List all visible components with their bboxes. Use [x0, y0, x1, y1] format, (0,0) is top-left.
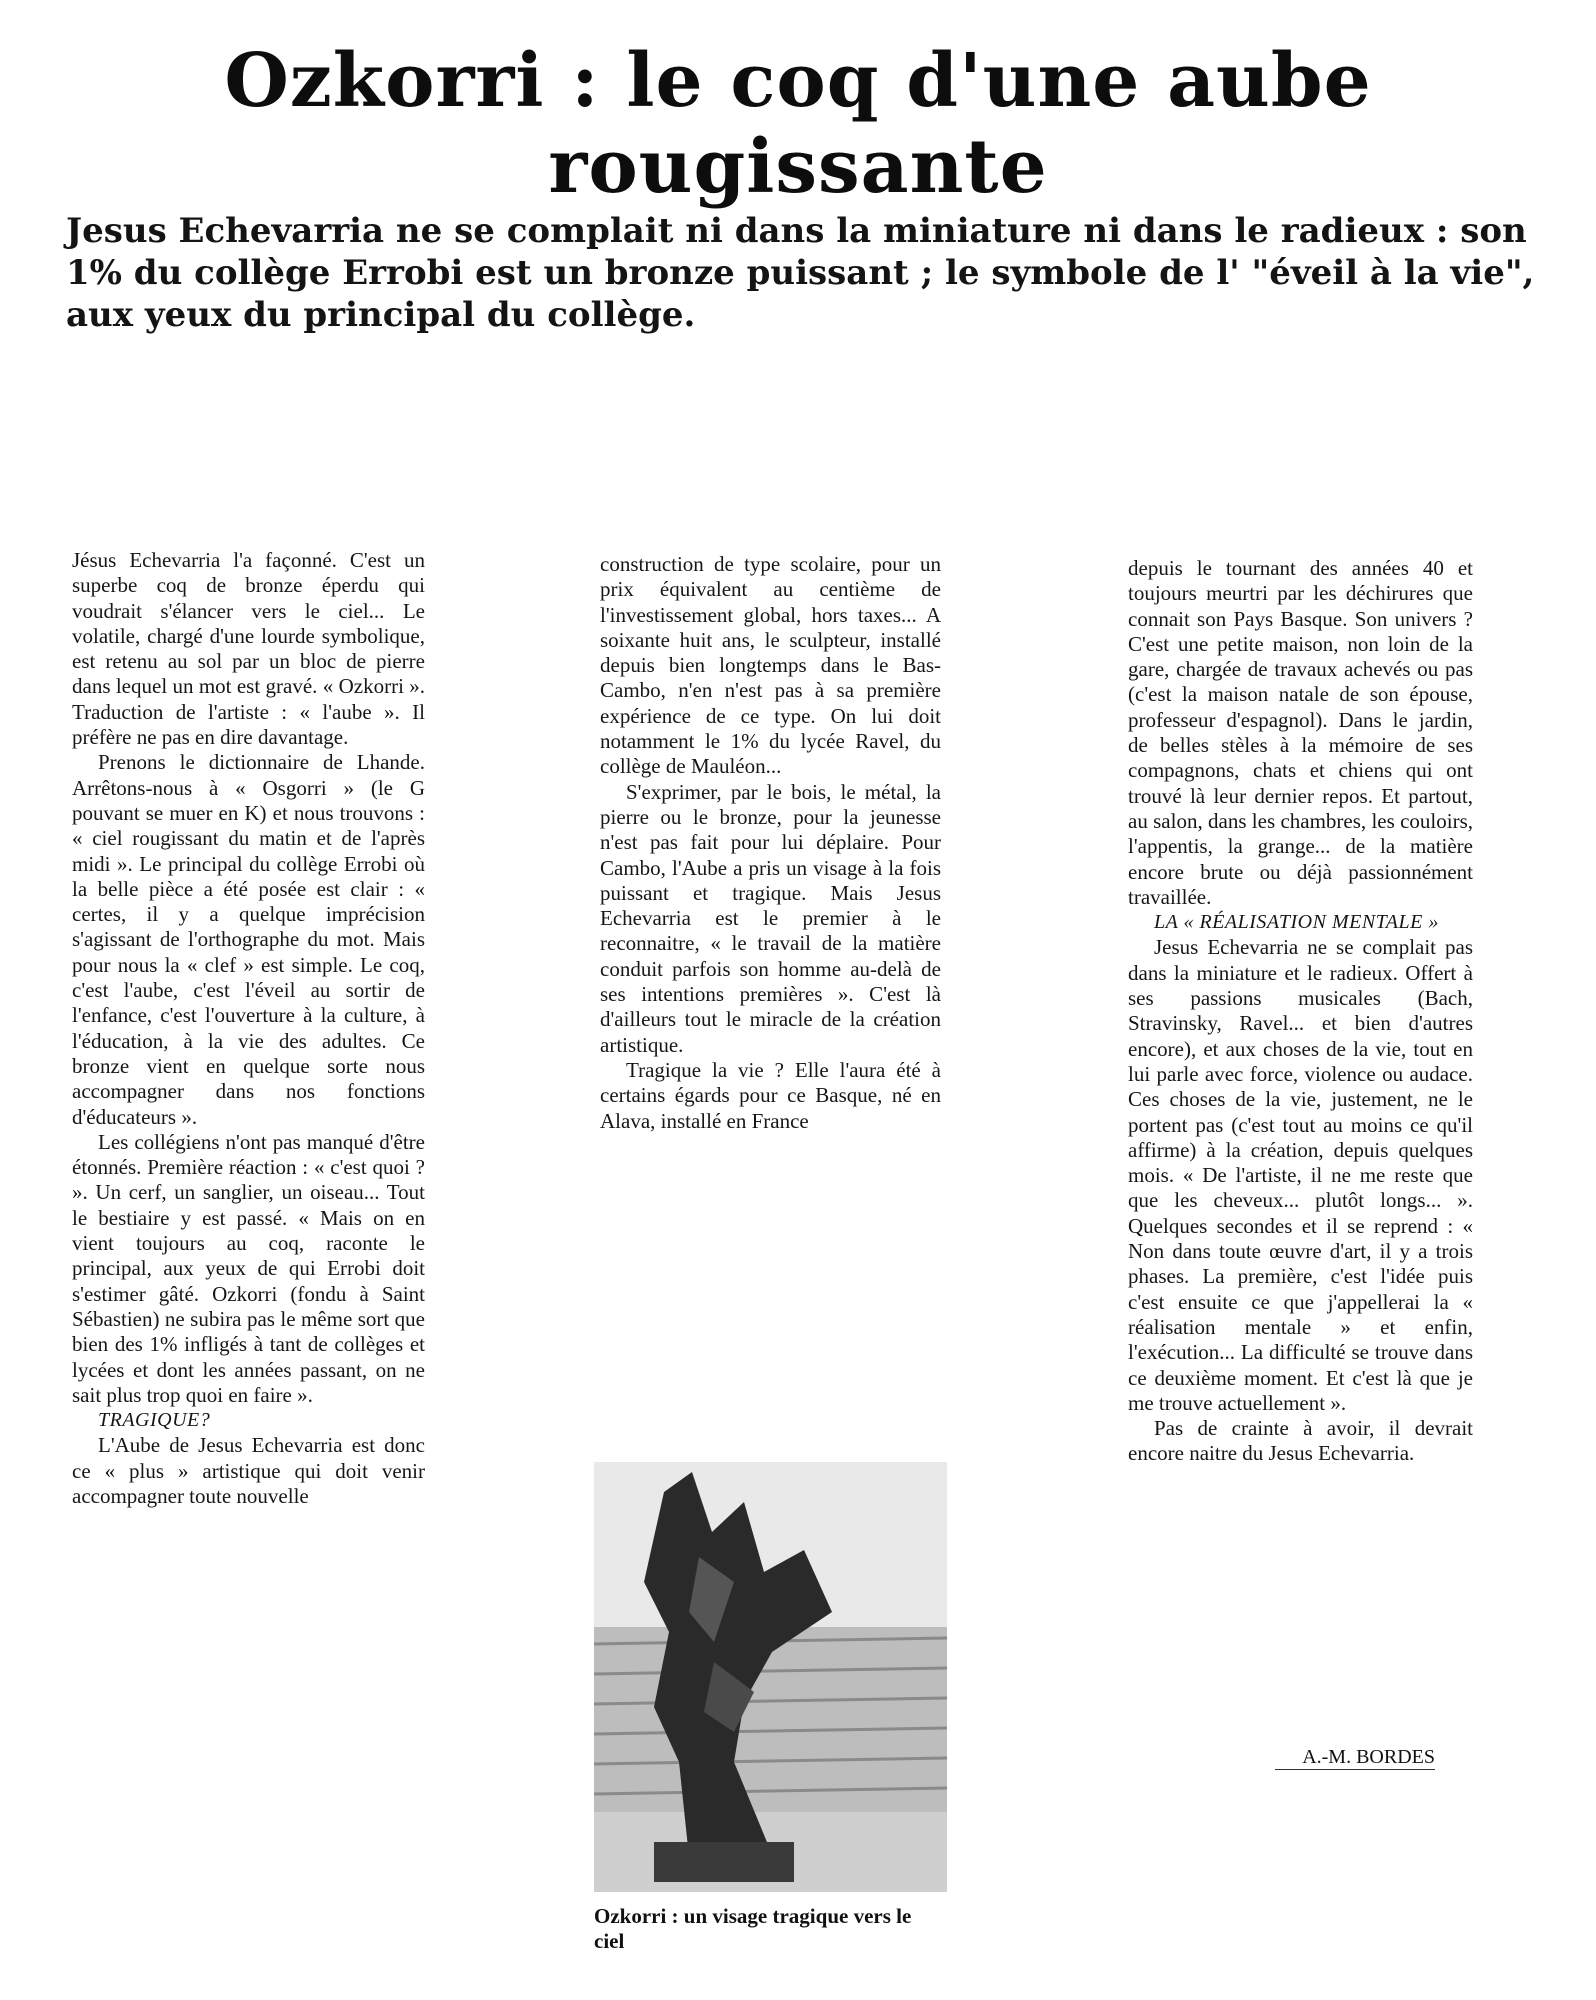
article-column-1	[72, 548, 425, 1509]
sculpture-photo	[594, 1462, 947, 1892]
col3-paragraph-1: depuis le tournant des années 40 et toujours meurtri par les déchirures que connait son Pays Basque. Son univers ? C'est une petite maison, non loin de la gare, chargée de travaux achevés ou pas (c'est la maison natale de son épouse, professeur d'espagnol). Dans le jardin, de belles stèles à la mémoire de ses compagnons, chats et chiens qui ont trouvé là leur dernier repos. Et partout, au salon, dans les chambres, les couloirs, l'appentis, la grange... de la matière encore brute ou déjà passionnément travaillée.	[1128, 556, 1473, 909]
col2-paragraph-3: Tragique la vie ? Elle l'aura été à certains égards pour ce Basque, né en Alava, installé en France	[600, 1057, 941, 1133]
col1-paragraph-4: L'Aube de Jesus Echevarria est donc ce « plus » artistique qui doit venir accompagner toute nouvelle	[72, 1433, 425, 1508]
col3-paragraph-3: Pas de crainte à avoir, il devrait encore naitre du Jesus Echevarria.	[1128, 1416, 1473, 1466]
sculpture-photo-illustration	[594, 1462, 947, 1892]
subhead-tragique: TRAGIQUE?	[98, 1409, 211, 1432]
article-column-3	[1128, 556, 1473, 1467]
col1-paragraph-2: Prenons le dictionnaire de Lhande. Arrêtons-nous à « Osgorri » (le G pouvant se muer en K) et nous trouvons : « ciel rougissant du matin et de l'après midi ». Le principal du collège Errobi où la belle pièce a été posée est clair : « certes, il y a quelque imprécision s'agissant de l'orthographe du mot. Mais pour nous la « clef » est simple. Le coq, c'est l'aube, c'est l'éveil au sortir de l'enfance, c'est l'ouverture à la culture, à l'éducation, à la vie des adultes. Ce bronze vient en quelque sorte nous accompagner dans nos fonctions d'éducateurs ».	[72, 750, 425, 1129]
photo-caption: Ozkorri : un visage tragique vers le ciel	[594, 1904, 912, 1953]
col2-paragraph-1: construction de type scolaire, pour un prix équivalent au centième de l'investissement global, hors taxes... A soixante huit ans, le sculpteur, installé depuis bien longtemps dans le Bas-Cambo, n'en n'est pas à sa première expérience de ce type. On lui doit notamment le 1% du lycée Ravel, du collège de Mauléon...	[600, 552, 941, 779]
article-column-2	[600, 552, 941, 1134]
col1-paragraph-3: Les collégiens n'ont pas manqué d'être étonnés. Première réaction : « c'est quoi ? ». Un cerf, un sanglier, un oiseau... Tout le bestiaire y est passé. « Mais on en vient toujours au coq, raconte le principal, aux yeux de qui Errobi doit s'estimer gâté. Ozkorri (fondu à Saint Sébastien) ne subira pas le même sort que bien des 1% infligés à tant de collèges et lycées et dont les années passant, on ne sait plus trop quoi en faire ».	[72, 1129, 425, 1407]
col1-paragraph-1: Jésus Echevarria l'a façonné. C'est un superbe coq de bronze éperdu qui voudrait s'élancer vers le ciel... Le volatile, chargé d'une lourde symbolique, est retenu au sol par un bloc de pierre dans lequel un mot est gravé. « Ozkorri ». Traduction de l'artiste : « l'aube ». Il préfère ne pas en dire davantage.	[72, 548, 425, 750]
headline: Ozkorri : le coq d'une aube rougissante	[224, 38, 1372, 210]
col3-paragraph-2: Jesus Echevarria ne se complait pas dans la miniature et le radieux. Offert à ses passions musicales (Bach, Stravinsky, Ravel... et bien d'autres encore), et aux choses de la vie, tout en lui parle avec force, violence ou audace. Ces choses de la vie, justement, ne le portent pas (c'est tout au moins ce qu'il affirme) à la création, depuis quelques mois. « De l'artiste, il ne me reste que que les cheveux... plutôt longs... ». Quelques secondes et il se reprend : « Non dans toute œuvre d'art, il y a trois phases. La première, c'est l'idée puis c'est ensuite ce que j'appellerai la « réalisation mentale » et enfin, l'exécution... La difficulté se trouve dans ce deuxième moment. Et c'est là que je me trouve actuellement ».	[1128, 935, 1473, 1415]
lead-paragraph: Jesus Echevarria ne se complait ni dans la miniature ni dans le radieux : son 1% du collège Errobi est un bronze puissant ; le symbole de l' "éveil à la vie", aux yeux du principal du collège.	[66, 211, 1535, 335]
author-signature: A.-M. BORDES	[1275, 1746, 1435, 1770]
subhead-realisation-mentale: LA « RÉALISATION MENTALE »	[1154, 911, 1439, 934]
col2-paragraph-2: S'exprimer, par le bois, le métal, la pierre ou le bronze, pour la jeunesse n'est pas fait pour lui déplaire. Pour Cambo, l'Aube a pris un visage à la fois puissant et tragique. Mais Jesus Echevarria est le premier à le reconnaitre, « le travail de la matière conduit parfois son homme au-delà de ses intentions premières ». C'est là d'ailleurs tout le miracle de la création artistique.	[600, 779, 941, 1057]
